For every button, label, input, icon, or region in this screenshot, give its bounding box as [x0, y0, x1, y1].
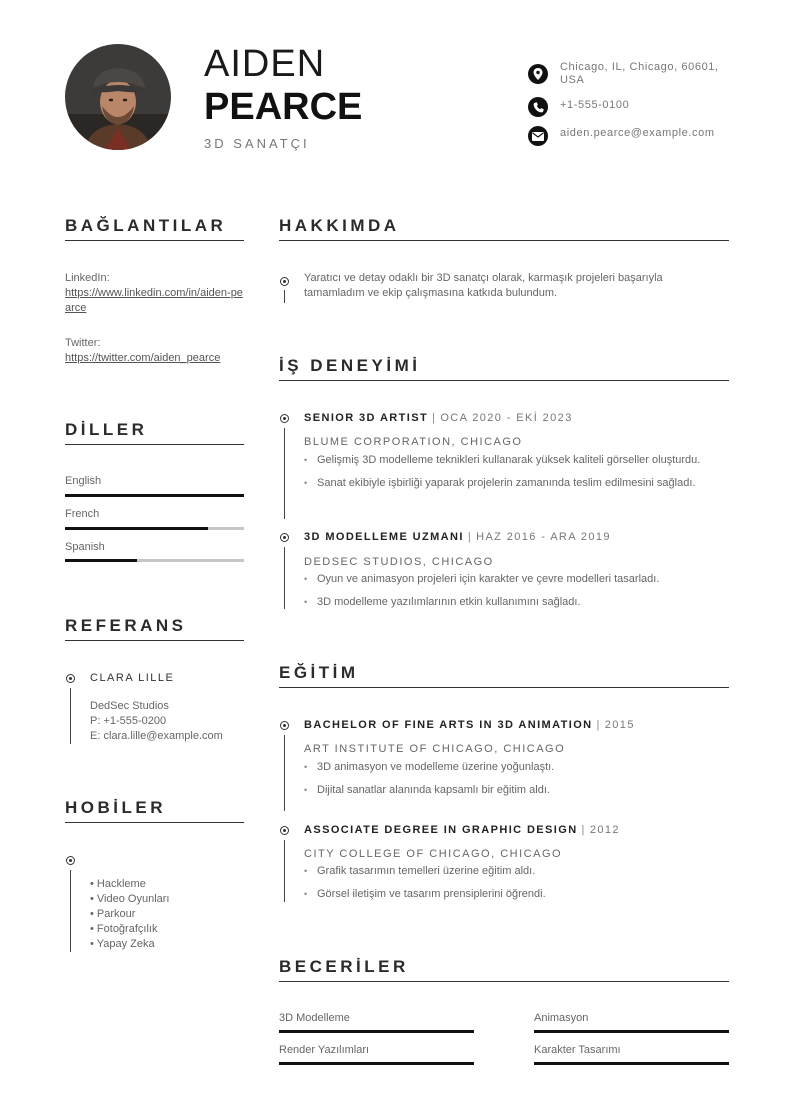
education-heading: EĞİTİM [279, 663, 359, 682]
timeline-dot-icon [66, 674, 75, 683]
job-title-line: SENIOR 3D ARTIST | OCA 2020 - EKİ 2023 [304, 412, 573, 424]
experience-divider [279, 380, 729, 381]
timeline-line [284, 428, 285, 519]
job-role: 3D MODELLEME UZMANI [304, 531, 464, 543]
hobby-item: • Parkour [90, 907, 170, 922]
link-linkedin [65, 271, 245, 316]
job-bullet: • 3D modelleme yazılımlarının etkin kullanımını sağladı. [304, 595, 724, 609]
contact-phone: +1-555-0100 [560, 99, 630, 111]
skill-name: Animasyon [534, 1012, 589, 1024]
hobby-list [90, 877, 170, 952]
contact-email[interactable]: aiden.pearce@example.com [560, 127, 715, 139]
timeline-dot-icon [280, 533, 289, 542]
timeline-dot-icon [280, 414, 289, 423]
skills-divider [279, 981, 729, 982]
skill-bar-fill [279, 1062, 474, 1065]
job-company: DEDSEC STUDIOS, CHICAGO [304, 556, 494, 568]
references-divider [65, 640, 244, 641]
map-pin-icon [528, 64, 548, 84]
school-name: CITY COLLEGE OF CHICAGO, CHICAGO [304, 848, 563, 860]
twitter-url[interactable]: https://twitter.com/aiden_pearce [65, 352, 221, 364]
references-heading: REFERANS [65, 616, 187, 635]
links-divider [65, 240, 244, 241]
reference-name: CLARA LILLE [90, 672, 175, 684]
job-bullet: • Gelişmiş 3D modelleme teknikleri kullanarak yüksek kaliteli görseller oluşturdu. [304, 453, 724, 467]
degree-year: 2012 [589, 824, 620, 836]
timeline-dot-icon [280, 721, 289, 730]
degree-year: 2015 [604, 719, 635, 731]
link-label: Twitter: [65, 337, 101, 349]
reference-phone: P: +1-555-0200 [90, 715, 167, 727]
language-bar-fill [65, 527, 208, 530]
degree-title-line: BACHELOR OF FINE ARTS IN 3D ANIMATION | 2015 [304, 719, 635, 731]
profile-photo [65, 44, 171, 150]
languages-divider [65, 444, 244, 445]
about-text: Yaratıcı ve detay odaklı bir 3D sanatçı olarak, karmaşık projeleri başarıyla tamamladım ve ekip çalışmasına katkıda bulundum. [304, 272, 663, 299]
hobbies-divider [65, 822, 244, 823]
hobby-item: • Video Oyunları [90, 892, 170, 907]
language-bar-fill [65, 494, 244, 497]
job-title-line: 3D MODELLEME UZMANI | HAZ 2016 - ARA 2019 [304, 531, 611, 543]
job-company: BLUME CORPORATION, CHICAGO [304, 436, 523, 448]
language-name: English [65, 475, 102, 487]
hobby-item: • Fotoğrafçılık [90, 922, 170, 937]
skill-bar-fill [534, 1030, 729, 1033]
contact-address: Chicago, IL, Chicago, 60601, USA [560, 61, 719, 86]
job-dates: HAZ 2016 - ARA 2019 [476, 531, 611, 543]
language-bar [65, 527, 244, 530]
link-twitter [65, 336, 245, 366]
degree-name: BACHELOR OF FINE ARTS IN 3D ANIMATION [304, 719, 593, 731]
skill-name: Render Yazılımları [279, 1044, 370, 1056]
degree-title-line: ASSOCIATE DEGREE IN GRAPHIC DESIGN | 2012 [304, 824, 620, 836]
last-name: PEARCE [204, 86, 363, 128]
about-heading: HAKKIMDA [279, 216, 400, 235]
skill-bar-fill [279, 1030, 474, 1033]
reference-details [90, 699, 223, 744]
job-dates: OCA 2020 - EKİ 2023 [440, 412, 573, 424]
link-label: LinkedIn: [65, 272, 110, 284]
skill-bar [279, 1062, 474, 1065]
language-bar [65, 559, 244, 562]
skill-name: Karakter Tasarımı [534, 1044, 621, 1056]
skill-bar [534, 1030, 729, 1033]
timeline-line [284, 547, 285, 609]
language-bar-fill [65, 559, 137, 562]
education-bullets [304, 760, 724, 806]
timeline-line [70, 688, 71, 744]
job-bullets [304, 453, 724, 499]
language-bar [65, 494, 244, 497]
timeline-line [284, 290, 285, 303]
about-divider [279, 240, 729, 241]
skill-bar [534, 1062, 729, 1065]
skill-name: 3D Modelleme [279, 1012, 350, 1024]
education-bullet: • Dijital sanatlar alanında kapsamlı bir eğitim aldı. [304, 783, 724, 797]
education-bullets [304, 864, 724, 910]
timeline-line [284, 735, 285, 811]
education-divider [279, 687, 729, 688]
education-bullet: • Grafik tasarımın temelleri üzerine eğitim aldı. [304, 864, 724, 878]
skill-bar [279, 1030, 474, 1033]
degree-name: ASSOCIATE DEGREE IN GRAPHIC DESIGN [304, 824, 578, 836]
experience-heading: İŞ DENEYİMİ [279, 356, 421, 375]
linkedin-url[interactable]: https://www.linkedin.com/in/aiden-pearce [65, 287, 243, 314]
reference-company: DedSec Studios [90, 700, 169, 712]
education-bullet: • Görsel iletişim ve tasarım prensiplerini öğrendi. [304, 887, 724, 901]
skills-heading: BECERİLER [279, 957, 409, 976]
education-bullet: • 3D animasyon ve modelleme üzerine yoğunlaştı. [304, 760, 724, 774]
timeline-dot-icon [280, 826, 289, 835]
timeline-dot-icon [66, 856, 75, 865]
job-title: 3D SANATÇI [204, 136, 310, 151]
phone-icon [528, 97, 548, 117]
hobbies-heading: HOBİLER [65, 798, 166, 817]
portrait-image [65, 44, 171, 150]
hobby-item: • Hackleme [90, 877, 170, 892]
language-name: Spanish [65, 541, 105, 553]
job-bullets [304, 572, 724, 618]
timeline-line [70, 870, 71, 952]
job-role: SENIOR 3D ARTIST [304, 412, 429, 424]
envelope-icon [528, 126, 548, 146]
timeline-line [284, 840, 285, 902]
hobby-item: • Yapay Zeka [90, 937, 170, 952]
job-bullet: • Sanat ekibiyle işbirliği yaparak projelerin zamanında teslim edilmesini sağladı. [304, 476, 724, 490]
skill-bar-fill [534, 1062, 729, 1065]
first-name: AIDEN [204, 43, 326, 85]
school-name: ART INSTITUTE OF CHICAGO, CHICAGO [304, 743, 566, 755]
job-bullet: • Oyun ve animasyon projeleri için karakter ve çevre modelleri tasarladı. [304, 572, 724, 586]
links-heading: BAĞLANTILAR [65, 216, 227, 235]
timeline-dot-icon [280, 277, 289, 286]
languages-heading: DİLLER [65, 420, 148, 439]
language-name: French [65, 508, 100, 520]
reference-email: E: clara.lille@example.com [90, 730, 223, 742]
